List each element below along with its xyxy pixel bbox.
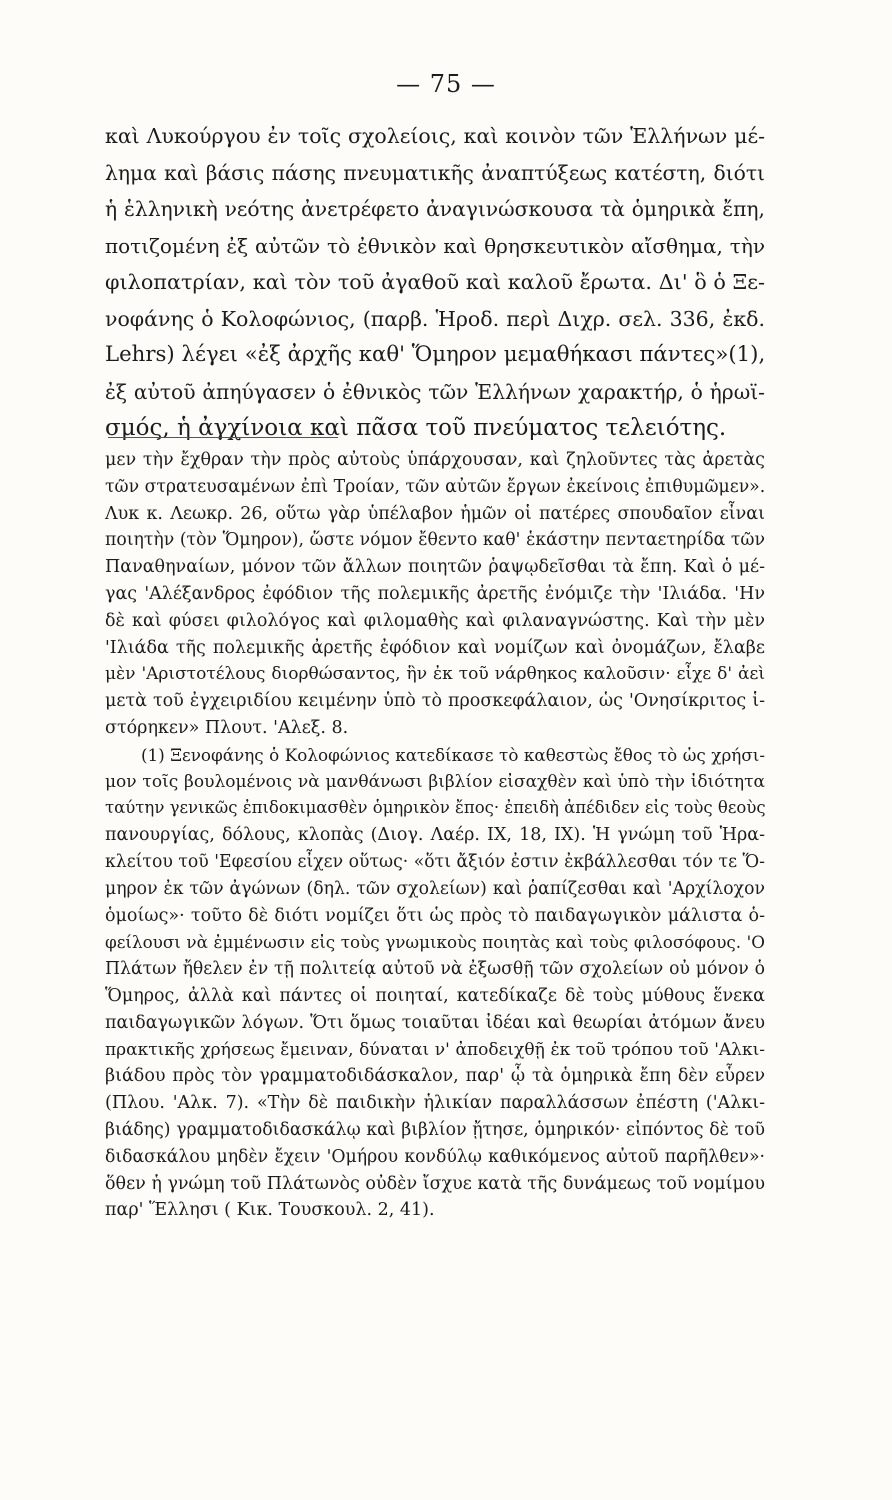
footnote-line: Λυκ κ. Λεωκρ. 26, οὕτω γὰρ ὑπέλαβον ἡμῶν οἱ πατέρες σπουδαῖον εἶναι — [105, 503, 765, 524]
footnote-line: ταύτην γενικῶς ἐπιδοκιμασθὲν ὁμηρικὸν ἔπος· ἐπειδὴ ἀπέδιδεν εἰς τοὺς θεοὺς — [105, 798, 766, 818]
footnote-line: (Πλου. 'Αλκ. 7). «Τὴν δὲ παιδικὴν ἡλικίαν παραλλάσσων ἐπέστη ('Αλκι- — [105, 1093, 765, 1114]
footnote-line: Πλάτων ἤθελεν ἐν τῇ πολιτείᾳ αὐτοῦ νὰ ἐξωσθῇ τῶν σχολείων οὐ μόνον ὁ — [105, 959, 765, 980]
footnote-line: βιάδου πρὸς τὸν γραμματοδιδάσκαλον, παρ' ᾧ τὰ ὁμηρικὰ ἔπη δὲν εὗρεν — [105, 1066, 765, 1087]
footnote-line: Παναθηναίων, μόνον τῶν ἄλλων ποιητῶν ῥαψῳδεῖσθαι τὰ ἔπη. Καὶ ὁ μέ- — [105, 557, 765, 578]
footnote-line: στόρηκεν» Πλουτ. 'Αλεξ. 8. — [105, 717, 349, 738]
main-text-line: νοφάνης ὁ Κολοφώνιος, (παρβ. Ἡροδ. περὶ Διχρ. σελ. 336, ἐκδ. — [105, 306, 765, 331]
footnotes — [105, 447, 765, 1224]
footnote-line: ὅθεν ἡ γνώμη τοῦ Πλάτωνὸς οὐδὲν ἴσχυε κατὰ τῆς δυνάμεως τοῦ νομίμου — [105, 1173, 765, 1194]
footnote-line: παρ' Ἕλλησι ( Κικ. Τουσκουλ. 2, 41). — [105, 1200, 435, 1221]
footnote-line: διδασκάλου μηδὲν ἔχειν 'Ομήρου κονδύλῳ καθικόμενος αὐτοῦ παρῆλθεν»· — [105, 1146, 765, 1167]
footnote-line: μετὰ τοῦ ἐγχειριδίου κειμένην ὑπὸ τὸ προσκεφάλαιον, ὡς 'Ονησίκριτος ἱ- — [105, 691, 765, 712]
footnote-line: πρακτικῆς χρήσεως ἔμειναν, δύναται ν' ἀποδειχθῇ ἐκ τοῦ τρόπου τοῦ 'Αλκι- — [105, 1039, 765, 1060]
footnote-line: φείλουσι νὰ ἐμμένωσιν εἰς τοὺς γνωμικοὺς ποιητὰς καὶ τοὺς φιλοσόφους. 'Ο — [105, 932, 765, 953]
main-text — [105, 118, 765, 447]
footnote-line: παιδαγωγικῶν λόγων. Ὅτι ὅμως τοιαῦται ἰδέαι καὶ θεωρίαι ἀτόμων ἄνευ — [105, 1012, 765, 1033]
footnote-1-start: (1) Ξενοφάνης ὁ Κολοφώνιος κατεδίκασε τὸ καθεστὼς ἔθος τὸ ὡς χρήσι- — [141, 744, 765, 765]
footnote-line: μηρον ἐκ τῶν ἀγώνων (δηλ. τῶν σχολείων) καὶ ῥαπίζεσθαι καὶ 'Αρχίλοχον — [105, 878, 765, 899]
footnote-line: δὲ καὶ φύσει φιλολόγος καὶ φιλομαθὴς καὶ φιλαναγνώστης. Καὶ τὴν μὲν — [105, 610, 765, 631]
page-number: — 75 — — [396, 70, 496, 98]
main-text-line: ἡ ἑλληνικὴ νεότης ἀνετρέφετο ἀναγινώσκουσα τὰ ὁμηρικὰ ἔπη, — [105, 197, 765, 221]
footnote-line: βιάδης) γραμματοδιδασκάλῳ καὶ βιβλίον ᾔτησε, ὁμηρικόν· εἰπόντος δὲ τοῦ — [105, 1119, 765, 1140]
footnote-line: μεν τὴν ἔχθραν τὴν πρὸς αὐτοὺς ὑπάρχουσαν, καὶ ζηλοῦντες τὰς ἀρετὰς — [105, 450, 765, 470]
main-text-line: ἐξ αὐτοῦ ἀπηύγασεν ὁ ἐθνικὸς τῶν Ἑλλήνων χαρακτήρ, ὁ ἡρωϊ- — [105, 379, 765, 404]
main-text-line: σμός, ἡ ἀγχίνοια καὶ πᾶσα τοῦ πνεύματος τελειότης. — [105, 415, 727, 441]
main-text-line: Lehrs) λέγει «ἐξ ἀρχῆς καθ' Ὅμηρον μεμαθήκασι πάντες»(1), — [105, 342, 766, 367]
footnote-line: τῶν στρατευσαμένων ἐπὶ Τροίαν, τῶν αὐτῶν ἔργων ἐκείνοις ἐπιθυμῶμεν». — [105, 476, 766, 497]
footnote-line: μὲν 'Αριστοτέλους διορθώσαντος, ἣν ἐκ τοῦ νάρθηκος καλοῦσιν· εἶχε δ' ἀεὶ — [105, 664, 765, 685]
footnote-line: πανουργίας, δόλους, κλοπὰς (Διογ. Λαέρ. IX, 18, IX). Ἡ γνώμη τοῦ Ἡρα- — [105, 825, 765, 846]
footnote-line: ὁμοίως»· τοῦτο δὲ διότι νομίζει ὅτι ὡς πρὸς τὸ παιδαγωγικὸν μάλιστα ὁ- — [105, 905, 765, 926]
footnote-line: κλείτου τοῦ 'Εφεσίου εἶχεν οὕτως· «ὅτι ἄξιόν ἐστιν ἐκβάλλεσθαι τόν τε Ὅ- — [105, 851, 765, 872]
footnote-line: μον τοῖς βουλομένοις νὰ μανθάνωσι βιβλίον εἰσαχθὲν καὶ ὑπὸ τὴν ἰδιότητα — [105, 771, 765, 792]
main-text-line: καὶ Λυκούργου ἐν τοῖς σχολείοις, καὶ κοινὸν τῶν Ἑλλήνων μέ- — [105, 124, 765, 148]
main-text-line: ποτιζομένη ἐξ αὐτῶν τὸ ἐθνικὸν καὶ θρησκευτικὸν αἴσθημα, τὴν — [105, 233, 765, 258]
footnote-divider — [108, 437, 338, 438]
main-text-line: φιλοπατρίαν, καὶ τὸν τοῦ ἀγαθοῦ καὶ καλοῦ ἔρωτα. Δι' ὃ ὁ Ξε- — [105, 270, 765, 294]
main-text-line: λημα καὶ βάσις πάσης πνευματικῆς ἀναπτύξεως κατέστη, διότι — [105, 160, 765, 185]
footnote-line: 'Ιλιάδα τῆς πολεμικῆς ἀρετῆς ἐφόδιον καὶ νομίζων καὶ ὀνομάζων, ἔλαβε — [105, 637, 765, 658]
footnote-line: Ὅμηρος, ἀλλὰ καὶ πάντες οἱ ποιηταί, κατεδίκαζε δὲ τοὺς μύθους ἕνεκα — [105, 985, 765, 1006]
footnote-line: γας 'Αλέξανδρος ἐφόδιον τῆς πολεμικῆς ἀρετῆς ἐνόμιζε τὴν 'Ιλιάδα. 'Ην — [105, 583, 765, 604]
footnote-line: ποιητὴν (τὸν Ὅμηρον), ὥστε νόμον ἔθεντο καθ' ἑκάστην πενταετηρίδα τῶν — [105, 530, 765, 551]
